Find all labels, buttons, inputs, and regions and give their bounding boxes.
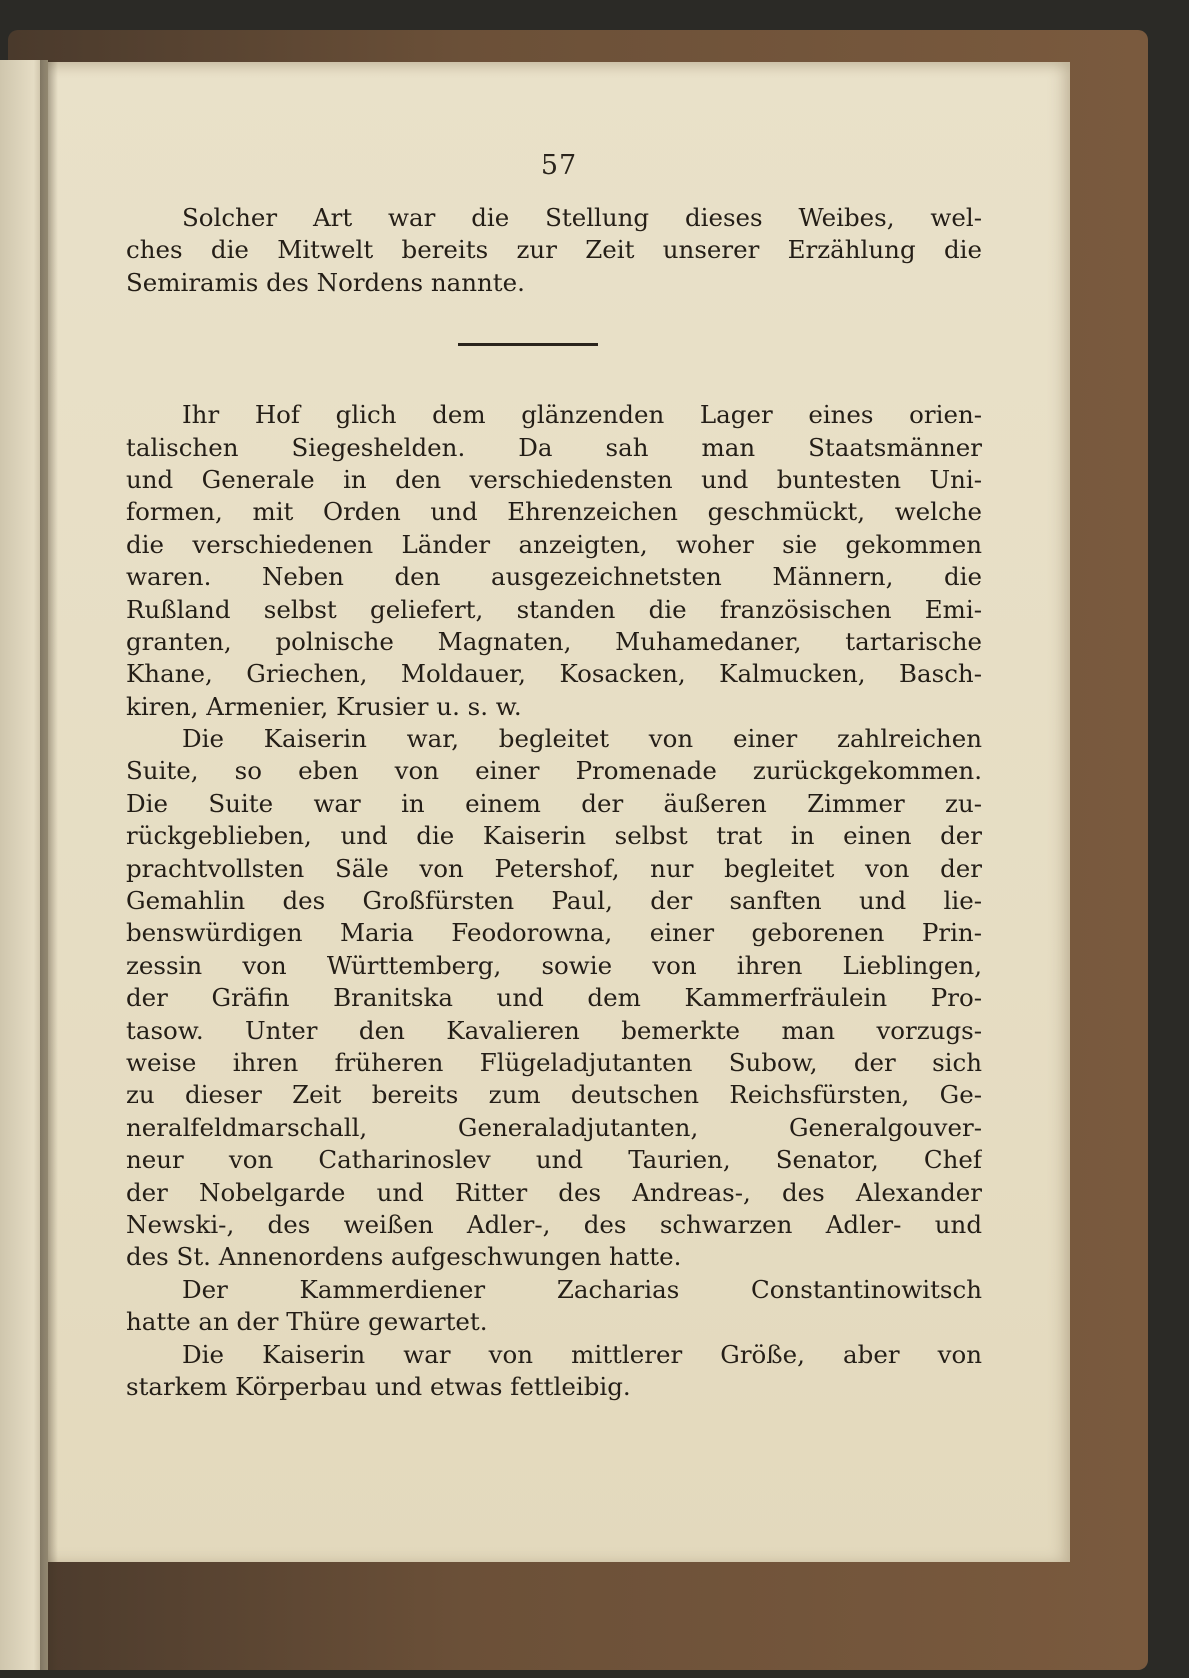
text-line: Semiramis des Nordens nannte. (126, 267, 525, 297)
text-line: kiren, Armenier, Krusier u. s. w. (126, 691, 522, 721)
text-line: des St. Annenordens aufgeschwungen hatte. (126, 1242, 682, 1272)
text-line: Rußland selbst geliefert, standen die französischen Emi- (126, 594, 982, 624)
text-line: Die Kaiserin war von mittlerer Größe, aber von (182, 1339, 982, 1369)
text-line: Die Kaiserin war, begleitet von einer zahlreichen (182, 724, 982, 754)
text-line: granten, polnische Magnaten, Muhamedaner, tartarische (126, 626, 982, 656)
section-divider (458, 343, 598, 346)
text-line: Solcher Art war die Stellung dieses Weibes, wel- (182, 203, 982, 232)
text-line: Der Kammerdiener Zacharias Constantinowitsch (182, 1274, 982, 1304)
text-line: tasow. Unter den Kavalieren bemerkte man vorzugs- (126, 1015, 982, 1045)
text-line: talischen Siegeshelden. Da sah man Staatsmänner (126, 432, 982, 462)
text-line: zu dieser Zeit bereits zum deutschen Reichsfürsten, Ge- (126, 1080, 982, 1110)
text-line: formen, mit Orden und Ehrenzeichen geschmückt, welche (126, 497, 982, 527)
text-line: Newski-, des weißen Adler-, des schwarzen Adler- und (126, 1209, 982, 1239)
page-number: 57 (540, 150, 578, 181)
text-line: neur von Catharinoslev und Taurien, Senator, Chef (126, 1145, 982, 1175)
paragraph-1 (126, 202, 982, 299)
text-line: zessin von Württemberg, sowie von ihren Lieblingen, (126, 950, 982, 980)
text-line: hatte an der Thüre gewartet. (126, 1307, 488, 1337)
spine-shadow (40, 60, 58, 1670)
text-line: und Generale in den verschiedensten und buntesten Uni- (126, 464, 982, 494)
text-line: weise ihren früheren Flügeladjutanten Subow, der sich (126, 1047, 982, 1077)
text-line: Suite, so eben von einer Promenade zurückgekommen. (126, 756, 982, 786)
text-line: Khane, Griechen, Moldauer, Kosacken, Kalmucken, Basch- (126, 659, 982, 689)
text-line: der Nobelgarde und Ritter des Andreas-, des Alexander (126, 1177, 982, 1207)
paragraph-5 (126, 1339, 982, 1404)
text-line: Gemahlin des Großfürsten Paul, der sanften und lie- (126, 886, 982, 916)
text-line: die verschiedenen Länder anzeigten, woher sie gekommen (126, 529, 982, 559)
text-line: waren. Neben den ausgezeichnetsten Männern, die (126, 562, 982, 592)
text-line: Ihr Hof glich dem glänzenden Lager eines orien- (182, 400, 982, 430)
text-line: ches die Mitwelt bereits zur Zeit unserer Erzählung die (126, 235, 982, 265)
book-page (48, 62, 1070, 1562)
text-line: benswürdigen Maria Feodorowna, einer geborenen Prin- (126, 918, 982, 948)
page-text (126, 202, 982, 1403)
text-line: prachtvollsten Säle von Petershof, nur begleitet von der (126, 853, 982, 883)
text-line: Die Suite war in einem der äußeren Zimmer zu- (126, 788, 982, 818)
text-line: rückgeblieben, und die Kaiserin selbst trat in einen der (126, 821, 982, 851)
paragraph-4 (126, 1274, 982, 1339)
text-line: der Gräfin Branitska und dem Kammerfräulein Pro- (126, 983, 982, 1013)
section-divider-area (126, 299, 982, 399)
paragraph-3 (126, 723, 982, 1274)
text-line: starkem Körperbau und etwas fettleibig. (126, 1371, 631, 1401)
paragraph-2 (126, 399, 982, 723)
text-line: neralfeldmarschall, Generaladjutanten, Generalgouver- (126, 1112, 982, 1142)
